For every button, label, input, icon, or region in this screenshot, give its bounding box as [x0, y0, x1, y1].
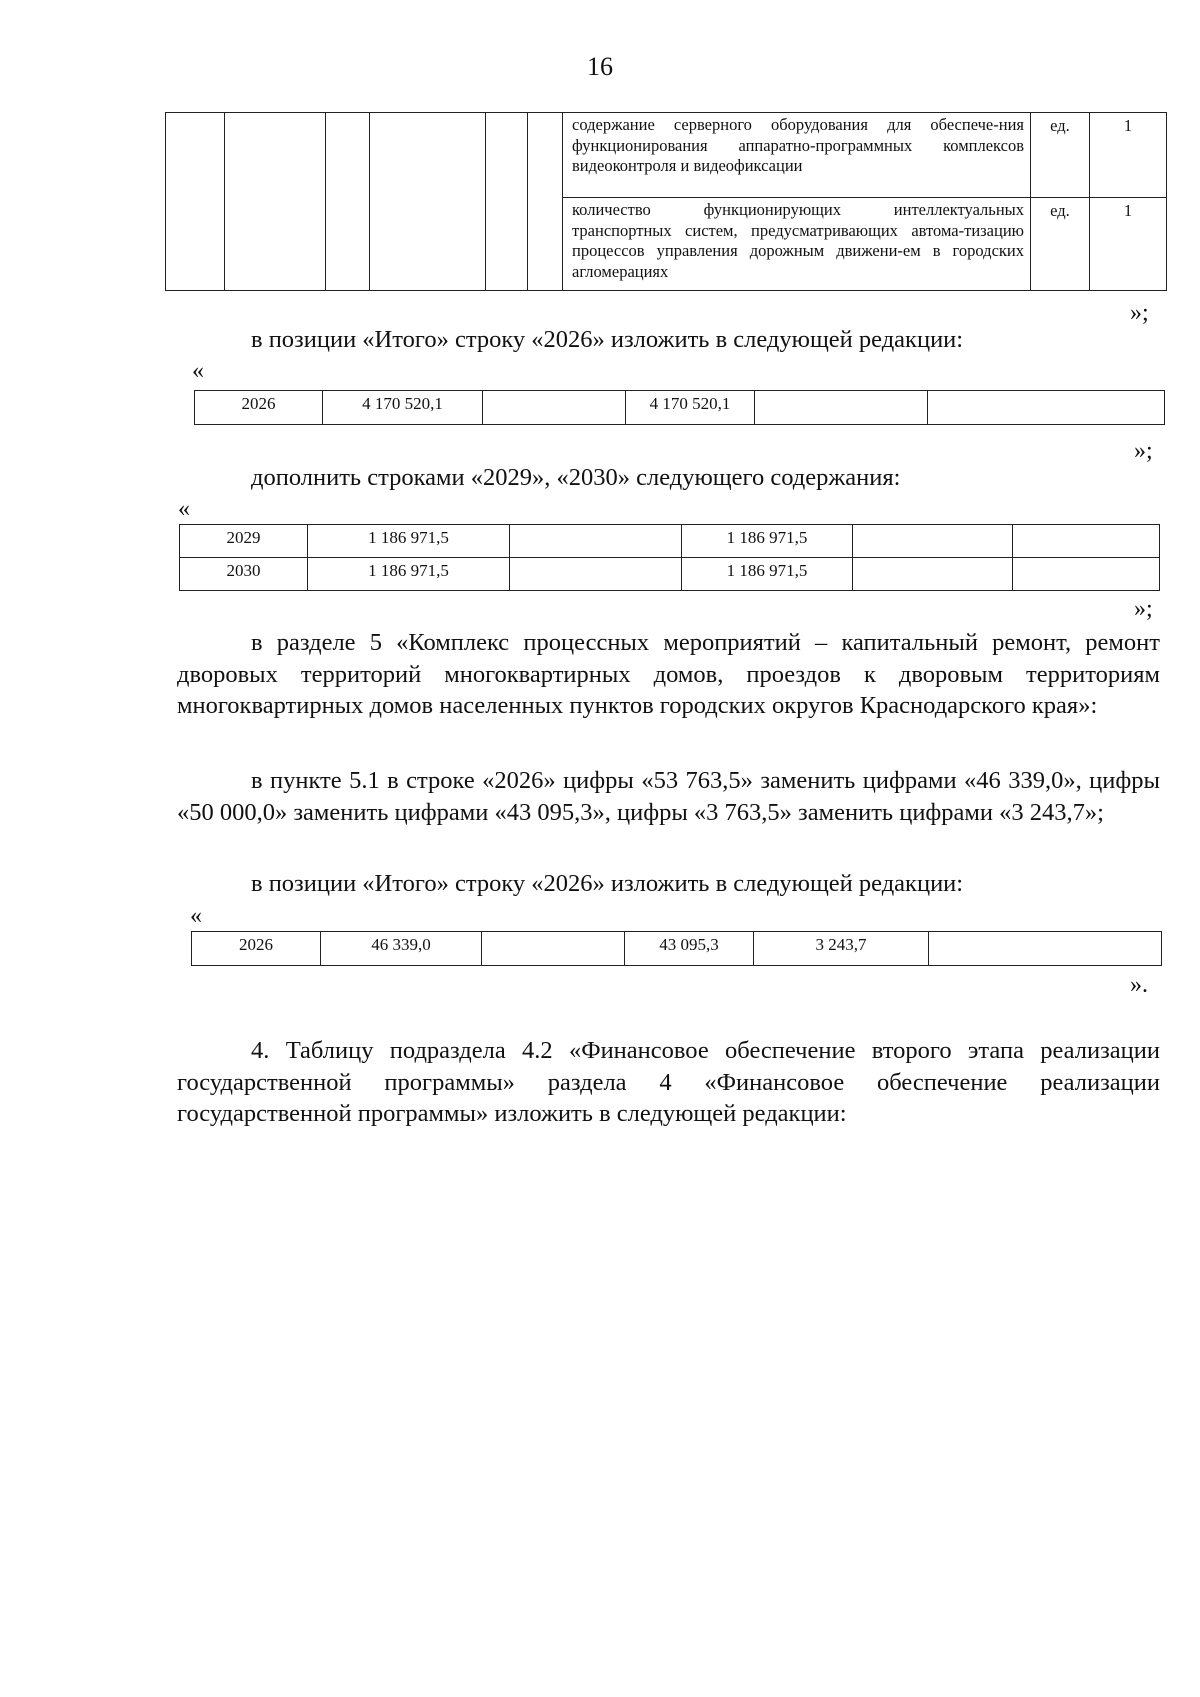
paragraph-point-5-1: в пункте 5.1 в строке «2026» цифры «53 763,5» заменить цифрами «46 339,0», цифры «50 000,0» заменить цифрами «43 095,3», цифры «3 763,5» заменить цифрами «3 243,7»;	[177, 767, 1160, 826]
paragraph-4: 4. Таблицу подраздела 4.2 «Финансовое обеспечение второго этапа реализации государственной программы» раздела 4 «Финансовое обеспечение реализации государственной программы» изложить в следующей редакции:	[177, 1037, 1160, 1128]
year-cell: 2026	[195, 391, 323, 425]
closing-quote: ».	[1130, 972, 1148, 998]
opening-quote: «	[190, 903, 202, 929]
empty-cell	[755, 391, 928, 425]
amount-cell: 4 170 520,1	[626, 391, 755, 425]
year-cell: 2030	[180, 558, 308, 591]
amount-cell: 43 095,3	[625, 932, 754, 966]
table-row	[180, 525, 1160, 558]
table-row	[180, 558, 1160, 591]
itogo-2026-table	[194, 390, 1165, 425]
closing-quote: »;	[1134, 596, 1153, 622]
paragraph-itogo: в позиции «Итого» строку «2026» изложить в следующей редакции:	[251, 870, 964, 897]
amount-cell: 3 243,7	[754, 932, 929, 966]
empty-cell	[928, 391, 1165, 425]
empty-cell	[510, 558, 682, 591]
total-cell: 4 170 520,1	[323, 391, 483, 425]
table-row	[195, 391, 1165, 425]
indicator-name: количество функционирующих интеллектуальных транспортных систем, предусматривающих автома-тизацию процессов управления дорожным движени-ем в городских агломерациях	[563, 198, 1031, 291]
opening-quote: «	[192, 358, 204, 384]
year-cell: 2029	[180, 525, 308, 558]
indicator-unit: ед.	[1031, 113, 1090, 198]
indicator-value: 1	[1090, 198, 1167, 291]
empty-cell	[853, 525, 1013, 558]
empty-cell	[370, 113, 486, 291]
closing-quote: »;	[1134, 438, 1153, 464]
empty-cell	[929, 932, 1162, 966]
page-number: 16	[587, 52, 613, 81]
paragraph-itogo: в позиции «Итого» строку «2026» изложить в следующей редакции:	[251, 326, 964, 353]
empty-cell	[1013, 525, 1160, 558]
empty-cell	[482, 932, 625, 966]
paragraph-section-5: в разделе 5 «Комплекс процессных мероприятий – капитальный ремонт, ремонт дворовых территорий многоквартирных домов, проездов к дворовым территориям многоквартирных домов населенных пунктов городских округов Краснодарского края»:	[177, 629, 1160, 720]
empty-cell	[528, 113, 563, 291]
paragraph-add-rows: дополнить строками «2029», «2030» следующего содержания:	[251, 464, 901, 491]
indicators-table	[165, 112, 1167, 291]
empty-cell	[483, 391, 626, 425]
total-cell: 46 339,0	[321, 932, 482, 966]
empty-cell	[486, 113, 528, 291]
indicator-value: 1	[1090, 113, 1167, 198]
total-cell: 1 186 971,5	[308, 558, 510, 591]
empty-cell	[510, 525, 682, 558]
years-2029-2030-table	[179, 524, 1160, 591]
empty-cell	[166, 113, 225, 291]
empty-cell	[853, 558, 1013, 591]
opening-quote: «	[178, 496, 190, 522]
indicator-name: содержание серверного оборудования для обеспече-ния функционирования аппаратно-программных комплексов видеоконтроля и видеофиксации	[563, 113, 1031, 198]
amount-cell: 1 186 971,5	[682, 558, 853, 591]
empty-cell	[326, 113, 370, 291]
amount-cell: 1 186 971,5	[682, 525, 853, 558]
empty-cell	[225, 113, 326, 291]
itogo-2026-section5-table	[191, 931, 1162, 966]
year-cell: 2026	[192, 932, 321, 966]
table-row	[192, 932, 1162, 966]
closing-quote: »;	[1130, 300, 1149, 326]
table-row	[166, 113, 1167, 198]
total-cell: 1 186 971,5	[308, 525, 510, 558]
indicator-unit: ед.	[1031, 198, 1090, 291]
empty-cell	[1013, 558, 1160, 591]
